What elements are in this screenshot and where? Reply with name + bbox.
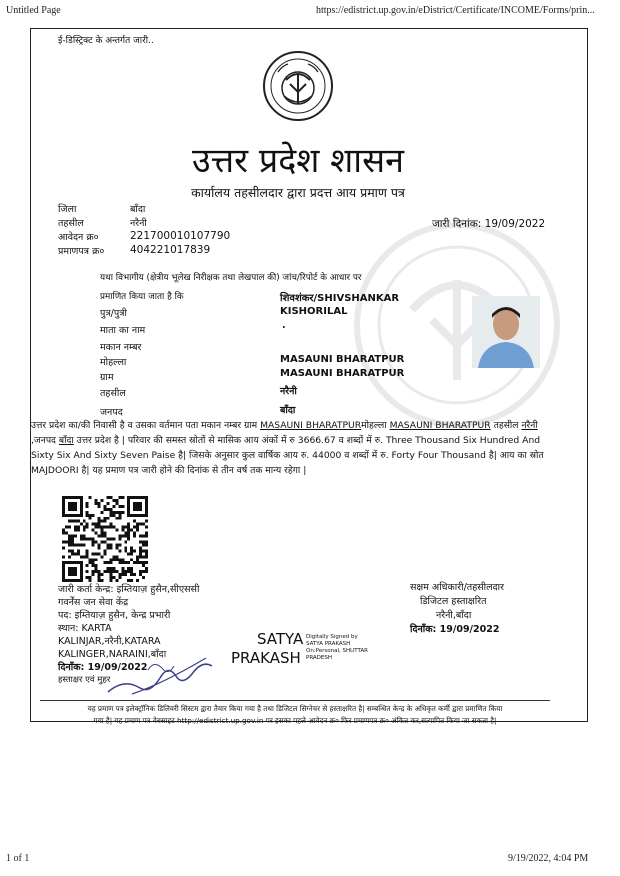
field-label: मकान नम्बर	[100, 342, 142, 353]
issuer-line: गवर्नेंस जन सेवा केंद्र	[58, 597, 129, 608]
digital-sign-detail: Digitally Signed by	[306, 634, 358, 640]
father-name: KISHORILAL	[280, 306, 348, 317]
qr-code	[62, 496, 148, 582]
intro-line-2: प्रमाणित किया जाता है कि	[100, 292, 184, 302]
issuer-line: हस्ताक्षर एवं मुहर	[58, 675, 111, 685]
issue-date: जारी दिनांक: 19/09/2022	[432, 218, 546, 230]
body-underline: नरैनी	[521, 420, 538, 431]
info-value: बाँदा	[130, 204, 146, 215]
print-header-title: Untitled Page	[6, 5, 61, 16]
field-label: मोहल्ला	[100, 357, 127, 368]
authority-date: दिनाँक: 19/09/2022	[410, 624, 500, 635]
body-underline: MASAUNI BHARATPUR	[389, 420, 491, 431]
info-label: जिला	[58, 204, 77, 215]
body-text: मोहल्ला	[361, 420, 390, 431]
print-footer-page: 1 of 1	[6, 853, 30, 864]
body-text: उत्तर प्रदेश का/की निवासी है व उसका वर्तमान पता मकान नम्बर ग्राम	[31, 420, 261, 431]
issuer-line: पद: इम्तियाज़ हुसैन, केन्द्र प्रभारी	[58, 610, 171, 621]
mother-name: .	[282, 320, 286, 331]
body-text: उत्तर प्रदेश है | परिवार की समस्त स्रोतों से मासिक आय अंकों में रु 3666.67 व शब्दों में रु. Three Thousand Six Hundred And Sixty Six And Sixty Seven Paise है| जिसके अनुसार कुल वार्षिक आय रु. 44000 व शब्दों में रु. Forty Four Thousand है| आय का स्रोत MAJDOORI है| यह प्रमाण पत्र जारी होने की दिनांक से तीन वर्ष तक मान्य रहेगा |	[31, 435, 544, 476]
print-header-url: https://edistrict.up.gov.in/eDistrict/Certificate/INCOME/Forms/prin...	[316, 5, 595, 16]
intro-line-1: यथा विभागीय (क्षेत्रीय भूलेख निरीक्षक तथा लेखपाल की) जांच/रिपोर्ट के आधार पर	[100, 273, 362, 283]
certificate-number: 404221017839	[130, 244, 211, 256]
village-value: MASAUNI BHARATPUR	[280, 368, 405, 379]
applicant-photo	[472, 296, 540, 368]
field-label: जनपद	[100, 407, 123, 418]
body-underline: बाँदा	[58, 435, 74, 446]
tehsil-value: नरैनी	[280, 386, 297, 397]
digital-sign-detail: On:Personal, SHUTTAR	[306, 648, 368, 654]
print-footer-datetime: 9/19/2022, 4:04 PM	[508, 853, 589, 864]
issuer-line: KALINGER,NARAINI,बाँदा	[58, 649, 167, 660]
info-label: तहसील	[58, 218, 84, 229]
field-label: ग्राम	[100, 372, 114, 383]
info-label: प्रमाणपत्र क्र०	[58, 246, 105, 257]
issuer-date: दिनाँक: 19/09/2022	[58, 662, 148, 673]
field-label: माता का नाम	[100, 325, 146, 336]
authority-line: सक्षम अधिकारी/तहसीलदार	[410, 582, 504, 593]
issuer-line: स्थान: KARTA	[58, 623, 112, 634]
field-label: पुत्र/पुत्री	[100, 308, 127, 319]
info-value: नरैनी	[130, 218, 147, 229]
mohalla-value: MASAUNI BHARATPUR	[280, 354, 405, 365]
info-label: आवेदन क्र०	[58, 232, 99, 243]
digital-sign-detail: SATYA PRAKASH	[306, 641, 351, 647]
certificate-body	[31, 418, 551, 478]
certificate-subtitle: कार्यालय तहसीलदार द्वारा प्रदत्त आय प्रमाण पत्र	[191, 185, 405, 200]
field-label: तहसील	[100, 388, 126, 399]
digital-sign-detail: PRADESH	[306, 655, 333, 661]
authority-line: डिजिटल हस्ताक्षरित	[420, 596, 487, 607]
application-number: 221700010107790	[130, 230, 231, 242]
body-text: ,जनपद	[31, 435, 59, 446]
issuer-line: KALINJAR,नरैनी,KATARA	[58, 636, 161, 647]
up-emblem-icon	[262, 50, 334, 122]
district-value: बाँदा	[280, 405, 296, 416]
top-note: ई-डिस्ट्रिक्ट के अन्तर्गत जारी..	[58, 36, 154, 46]
body-underline: MASAUNI BHARATPUR	[260, 420, 362, 431]
footer-divider	[40, 700, 550, 701]
authority-line: नरैनी,बाँदा	[436, 610, 472, 621]
certificate-title: उत्तर प्रदेश शासन	[192, 141, 404, 181]
signer-name-line-1: SATYA	[257, 630, 304, 648]
footer-line-2: गया है| यह प्रमाण पत्र वेबसाइट http://edistrict.up.gov.in पर इसका पहले आवेदन क्र० फिर प्रमाणपत्र क्र० अंकित कर,सत्यापित किया जा सकता है|	[93, 716, 497, 725]
signer-name-line-2: PRAKASH	[231, 649, 301, 667]
footer-line-1: यह प्रमाण पत्र इलेक्ट्रॉनिक डिलिवरी सिस्टम द्वारा तैयार किया गया है तथा डिजिटल सिग्नेचर से हस्ताक्षरित है| सम्बन्धित केन्द्र के अधिकृत कर्मी द्वारा प्रमाणित किया	[87, 704, 503, 713]
applicant-name: शिवशंकर/SHIVSHANKAR	[280, 293, 400, 304]
issuer-line: जारी कर्ता केन्द्र: इम्तियाज़ हुसैन,सीएससी	[58, 584, 200, 595]
handwritten-signature	[102, 648, 218, 700]
body-text: तहसील	[490, 420, 522, 431]
